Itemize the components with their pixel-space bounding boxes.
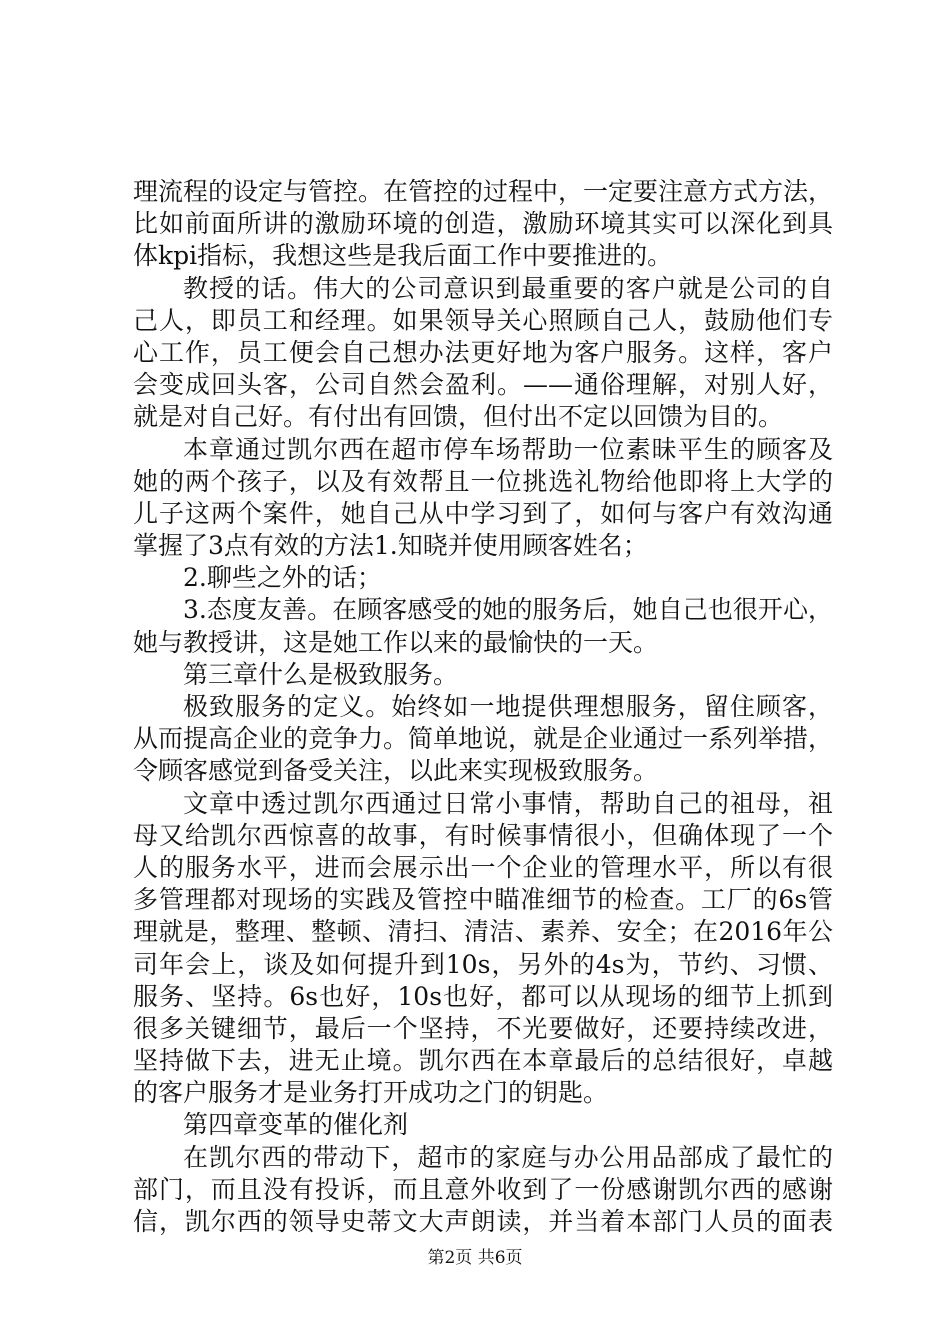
text-line: 在凯尔西的带动下，超市的家庭与办公用品部成了最忙的 — [183, 1142, 833, 1172]
text-line: 掌握了3点有效的方法1.知晓并使用顾客姓名； — [133, 531, 648, 561]
text-line: 母又给凯尔西惊喜的故事，有时候事情很小，但确体现了一个 — [133, 820, 833, 850]
text-line: 的客户服务才是业务打开成功之门的钥匙。 — [133, 1078, 609, 1108]
text-line: 她的两个孩子，以及有效帮且一位挑选礼物给他即将上大学的 — [133, 466, 833, 496]
text-line: 令顾客感觉到备受关注，以此来实现极致服务。 — [133, 756, 659, 786]
text-line: 服务、坚持。6s也好，10s也好，都可以从现场的细节上抓到 — [133, 981, 833, 1011]
section-heading: 第四章变革的催化剂 — [183, 1110, 409, 1140]
page-footer — [0, 1243, 950, 1268]
text-line: 司年会上，谈及如何提升到10s，另外的4s为，节约、习惯、 — [133, 949, 833, 979]
text-line: 她与教授讲，这是她工作以来的最愉快的一天。 — [133, 627, 659, 657]
text-line: 2.聊些之外的话； — [183, 563, 382, 593]
text-line: 极致服务的定义。始终如一地提供理想服务，留住顾客， — [183, 692, 833, 721]
section-heading: 第三章什么是极致服务。 — [183, 659, 459, 689]
page-number: 第2页 共6页 — [427, 1248, 523, 1268]
text-line: 从而提高企业的竞争力。简单地说，就是企业通过一系列举措， — [133, 724, 833, 754]
text-line: 坚持做下去，进无止境。凯尔西在本章最后的总结很好，卓越 — [133, 1046, 833, 1076]
text-line: 己人，即员工和经理。如果领导关心照顾自己人，鼓励他们专 — [133, 305, 833, 335]
text-line: 文章中透过凯尔西通过日常小事情，帮助自己的祖母，祖 — [183, 788, 833, 818]
text-line: 心工作，员工便会自己想办法更好地为客户服务。这样，客户 — [133, 337, 833, 367]
text-line: 部门，而且没有投诉，而且意外收到了一份感谢凯尔西的感谢 — [133, 1174, 833, 1204]
text-line: 人的服务水平，进而会展示出一个企业的管理水平，所以有很 — [133, 852, 833, 882]
text-line: 多管理都对现场的实践及管控中瞄准细节的检查。工厂的6s管 — [133, 885, 833, 915]
text-line: 理就是，整理、整顿、清扫、清洁、素养、安全；在2016年公 — [133, 917, 833, 947]
text-line: 本章通过凯尔西在超市停车场帮助一位素昧平生的顾客及 — [183, 434, 833, 464]
text-line: 3.态度友善。在顾客感受的她的服务后，她自己也很开心， — [183, 595, 833, 625]
text-line: 体kpi指标，我想这些是我后面工作中要推进的。 — [133, 241, 673, 271]
text-line: 会变成回头客，公司自然会盈利。——通俗理解，对别人好， — [133, 370, 833, 400]
text-line: 儿子这两个案件，她自己从中学习到了，如何与客户有效沟通 — [133, 498, 833, 528]
text-line: 教授的话。伟大的公司意识到最重要的客户就是公司的自 — [183, 273, 833, 303]
text-line: 就是对自己好。有付出有回馈，但付出不定以回馈为目的。 — [133, 402, 784, 432]
text-line: 比如前面所讲的激励环境的创造，激励环境其实可以深化到具 — [133, 209, 833, 239]
text-line: 理流程的设定与管控。在管控的过程中，一定要注意方式方法， — [133, 177, 833, 206]
body-text — [133, 176, 833, 1238]
text-line: 很多关键细节，最后一个坚持，不光要做好，还要持续改进， — [133, 1013, 833, 1043]
text-line: 信，凯尔西的领导史蒂文大声朗读，并当着本部门人员的面表 — [133, 1207, 833, 1236]
